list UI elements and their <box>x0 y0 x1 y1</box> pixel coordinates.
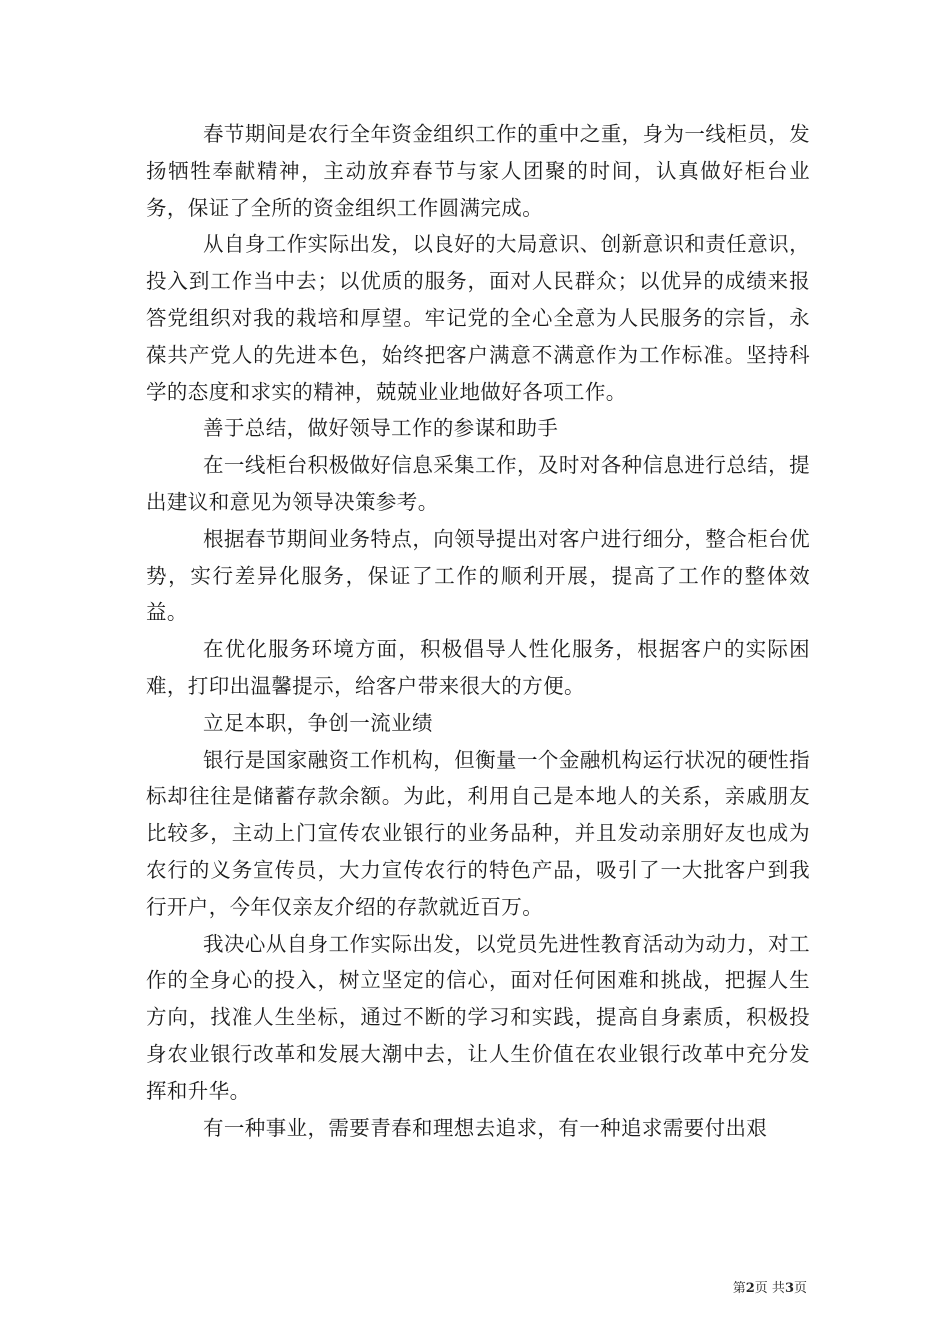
paragraph: 银行是国家融资工作机构，但衡量一个金融机构运行状况的硬性指标却往往是储蓄存款余额。为此，利用自己是本地人的关系，亲戚朋友比较多，主动上门宣传农业银行的业务品种，并且发动亲朋好友也成为农行的义务宣传员，大力宣传农行的特色产品，吸引了一大批客户到我行开户，今年仅亲友介绍的存款就近百万。 <box>146 747 810 919</box>
paragraph: 我决心从自身工作实际出发，以党员先进性教育活动为动力，对工作的全身心的投入，树立坚定的信心，面对任何困难和挑战，把握人生方向，找准人生坐标，通过不断的学习和实践，提高自身素质，积极投身农业银行改革和发展大潮中去，让人生价值在农业银行改革中充分发挥和升华。 <box>146 931 810 1103</box>
paragraph: 根据春节期间业务特点，向领导提出对客户进行细分，整合柜台优势，实行差异化服务，保证了工作的顺利开展，提高了工作的整体效益。 <box>146 526 810 625</box>
total-pages-number: 3 <box>784 1281 794 1296</box>
paragraph: 有一种事业，需要青春和理想去追求，有一种追求需要付出艰 <box>203 1115 768 1140</box>
current-page-number: 2 <box>745 1281 755 1296</box>
section-heading: 立足本职，争创一流业绩 <box>203 710 433 735</box>
footer-suffix: 页 <box>793 1281 807 1296</box>
paragraph: 在一线柜台积极做好信息采集工作，及时对各种信息进行总结，提出建议和意见为领导决策参考。 <box>146 453 810 514</box>
footer-prefix: 第 <box>732 1281 746 1296</box>
paragraph: 从自身工作实际出发，以良好的大局意识、创新意识和责任意识，投入到工作当中去；以优质的服务，面对人民群众；以优异的成绩来报答党组织对我的栽培和厚望。牢记党的全心全意为人民服务的宗旨，永葆共产党人的先进本色，始终把客户满意不满意作为工作标准。坚持科学的态度和求实的精神，兢兢业业地做好各项工作。 <box>146 232 810 404</box>
page-number-footer <box>0 1277 807 1296</box>
section-heading: 善于总结，做好领导工作的参谋和助手 <box>203 416 559 441</box>
paragraph: 春节期间是农行全年资金组织工作的重中之重，身为一线柜员，发扬牺牲奉献精神，主动放弃春节与家人团聚的时间，认真做好柜台业务，保证了全所的资金组织工作圆满完成。 <box>146 122 810 220</box>
footer-middle: 页 共 <box>754 1281 785 1296</box>
paragraph: 在优化服务环境方面，积极倡导人性化服务，根据客户的实际困难，打印出温馨提示，给客户带来很大的方便。 <box>146 637 810 698</box>
document-body <box>146 116 810 1146</box>
